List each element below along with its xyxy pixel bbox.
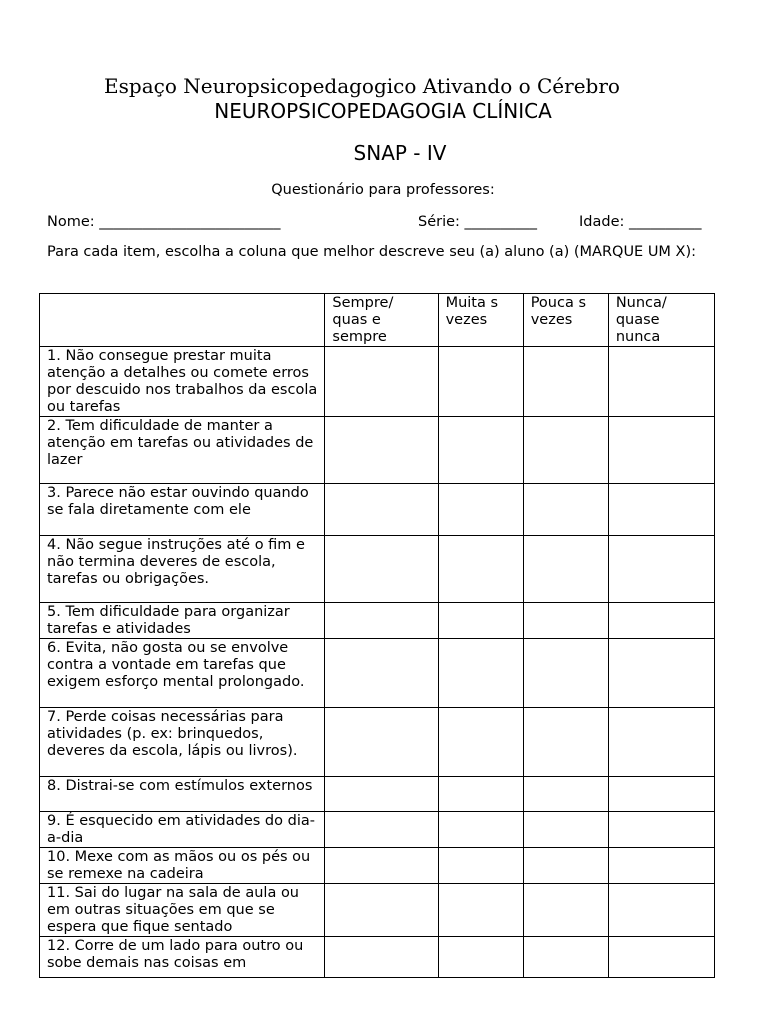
- answer-cell-always[interactable]: [325, 484, 438, 536]
- item-text: 7. Perde coisas necessárias para atividades (p. ex: brinquedos, deveres da escola, lápis ou livros).: [40, 708, 325, 777]
- answer-cell-never[interactable]: [608, 484, 714, 536]
- answer-cell-never[interactable]: [608, 603, 714, 639]
- answer-cell-sometimes[interactable]: [523, 347, 608, 417]
- table-row: [40, 347, 715, 417]
- table-row: [40, 639, 715, 708]
- item-text: 3. Parece não estar ouvindo quando se fala diretamente com ele: [40, 484, 325, 536]
- answer-cell-sometimes[interactable]: [523, 777, 608, 812]
- answer-cell-never[interactable]: [608, 937, 714, 978]
- document-title: SNAP - IV: [353, 141, 447, 165]
- answer-cell-sometimes[interactable]: [523, 484, 608, 536]
- answer-cell-always[interactable]: [325, 937, 438, 978]
- answer-cell-always[interactable]: [325, 603, 438, 639]
- column-header-never: Nunca/ quase nunca: [608, 294, 714, 347]
- answer-cell-always[interactable]: [325, 417, 438, 484]
- answer-cell-sometimes[interactable]: [523, 639, 608, 708]
- answer-cell-sometimes[interactable]: [523, 812, 608, 848]
- answer-cell-often[interactable]: [438, 708, 523, 777]
- name-field: Nome: _________________________: [47, 214, 281, 230]
- answer-cell-never[interactable]: [608, 777, 714, 812]
- instructions-text: Para cada item, escolha a coluna que melhor descreve seu (a) aluno (a) (MARQUE UM X):: [47, 244, 697, 260]
- item-column-header: [40, 294, 325, 347]
- item-text: 1. Não consegue prestar muita atenção a detalhes ou comete erros por descuido nos trabalhos da escola ou tarefas: [40, 347, 325, 417]
- answer-cell-always[interactable]: [325, 639, 438, 708]
- document-subtitle: NEUROPSICOPEDAGOGIA CLÍNICA: [214, 99, 552, 123]
- answer-cell-sometimes[interactable]: [523, 603, 608, 639]
- answer-cell-never[interactable]: [608, 884, 714, 937]
- answer-cell-often[interactable]: [438, 347, 523, 417]
- table-row: [40, 484, 715, 536]
- answer-cell-always[interactable]: [325, 536, 438, 603]
- age-field: Idade: __________: [579, 214, 702, 230]
- item-text: 5. Tem dificuldade para organizar tarefas e atividades: [40, 603, 325, 639]
- answer-cell-often[interactable]: [438, 603, 523, 639]
- answer-cell-sometimes[interactable]: [523, 536, 608, 603]
- answer-cell-always[interactable]: [325, 884, 438, 937]
- answer-cell-never[interactable]: [608, 536, 714, 603]
- answer-cell-never[interactable]: [608, 417, 714, 484]
- table-row: [40, 603, 715, 639]
- table-row: [40, 708, 715, 777]
- answer-cell-never[interactable]: [608, 347, 714, 417]
- answer-cell-often[interactable]: [438, 777, 523, 812]
- table-row: [40, 777, 715, 812]
- item-text: 8. Distrai-se com estímulos externos: [40, 777, 325, 812]
- answer-cell-often[interactable]: [438, 937, 523, 978]
- answer-cell-always[interactable]: [325, 812, 438, 848]
- answer-cell-often[interactable]: [438, 639, 523, 708]
- item-text: 12. Corre de um lado para outro ou sobe demais nas coisas em: [40, 937, 325, 978]
- answer-cell-sometimes[interactable]: [523, 884, 608, 937]
- table-row: [40, 884, 715, 937]
- answer-cell-never[interactable]: [608, 639, 714, 708]
- answer-cell-always[interactable]: [325, 777, 438, 812]
- answer-cell-often[interactable]: [438, 848, 523, 884]
- table-row: [40, 848, 715, 884]
- answer-cell-always[interactable]: [325, 347, 438, 417]
- item-text: 4. Não segue instruções até o fim e não termina deveres de escola, tarefas ou obrigações.: [40, 536, 325, 603]
- table-row: [40, 536, 715, 603]
- answer-cell-often[interactable]: [438, 484, 523, 536]
- table-row: [40, 812, 715, 848]
- item-text: 9. É esquecido em atividades do dia-a-dia: [40, 812, 325, 848]
- table-row: [40, 417, 715, 484]
- questionnaire-label: Questionário para professores:: [271, 182, 495, 198]
- table-row: [40, 937, 715, 978]
- answer-cell-never[interactable]: [608, 812, 714, 848]
- answer-cell-always[interactable]: [325, 848, 438, 884]
- answer-cell-often[interactable]: [438, 812, 523, 848]
- column-header-sometimes: Pouca s vezes: [523, 294, 608, 347]
- answer-cell-always[interactable]: [325, 708, 438, 777]
- answer-cell-never[interactable]: [608, 708, 714, 777]
- answer-cell-never[interactable]: [608, 848, 714, 884]
- answer-cell-sometimes[interactable]: [523, 708, 608, 777]
- answer-cell-often[interactable]: [438, 417, 523, 484]
- answer-cell-sometimes[interactable]: [523, 937, 608, 978]
- table-header-row: [40, 294, 715, 347]
- answer-cell-sometimes[interactable]: [523, 417, 608, 484]
- column-header-always: Sempre/ quas e sempre: [325, 294, 438, 347]
- grade-field: Série: __________: [418, 214, 538, 230]
- snap-table: [39, 293, 715, 978]
- organization-name: Espaço Neuropsicopedagogico Ativando o Cérebro: [104, 74, 620, 98]
- answer-cell-often[interactable]: [438, 536, 523, 603]
- item-text: 11. Sai do lugar na sala de aula ou em outras situações em que se espera que fique sentado: [40, 884, 325, 937]
- answer-cell-sometimes[interactable]: [523, 848, 608, 884]
- item-text: 10. Mexe com as mãos ou os pés ou se remexe na cadeira: [40, 848, 325, 884]
- column-header-often: Muita s vezes: [438, 294, 523, 347]
- item-text: 6. Evita, não gosta ou se envolve contra a vontade em tarefas que exigem esforço mental prolongado.: [40, 639, 325, 708]
- answer-cell-often[interactable]: [438, 884, 523, 937]
- item-text: 2. Tem dificuldade de manter a atenção em tarefas ou atividades de lazer: [40, 417, 325, 484]
